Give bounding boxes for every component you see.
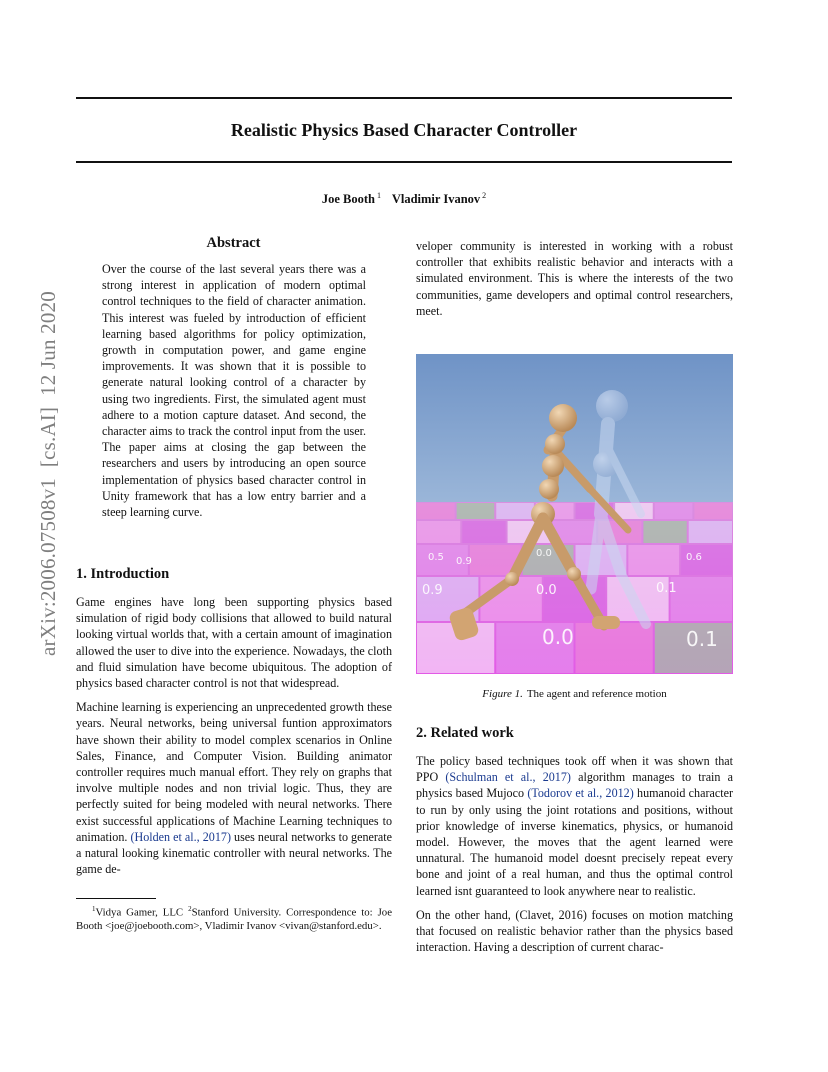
paragraph: Game engines have long been supporting physics based simulation of rigid body collisions that allowed to build natural looking virtual worlds that, with a certain amount of imagination allowed the user to dive into the experience. Nowadays, the cloth and fluid simulation have become ubiquitous. The adoption of physics based character control is not that widespread. [76,595,392,691]
abstract-heading: Abstract [206,235,261,251]
floor-tile [694,503,732,519]
citation-link[interactable]: (Todorov et al., 2012) [527,786,634,801]
floor-label: 0.6 [686,552,702,563]
figure-image [416,354,733,674]
floor-label: 0.1 [656,581,677,596]
paragraph: On the other hand, (Clavet, 2016) focuses on motion matching that focused on realistic behavior rather than the physics based interaction. Having a description of current charac- [416,907,733,955]
intro-column [76,594,392,877]
intro-continuation [416,238,733,319]
floor-label: 0.0 [536,548,552,559]
floor-tile [628,545,679,575]
paragraph: Machine learning is experiencing an unprecedented growth these years. Neural networks, being universal funtion approximators have shown their ability to model complex scenarios in Online Sales, Finance, and Computer Vision. Building animator controller requires much manual effort. They rely on graphs that involve multiple nodes and non trivial logic. Thus, they are perfectly suited for being modeled with neural networks. There exist successful applications of Machine Learning techniques to animation. (Holden et al., 2017) uses neural networks to generate a natural looking kinematic controller with neural networks. The game de- [76,700,393,877]
paragraph: veloper community is interested in working with a robust controller that exhibits realistic behavior and interacts with a simulated environment. This is where the interests of the two communities, game developers and optimal control researchers, meet. [416,239,733,318]
citation-link[interactable]: (Schulman et al., 2017) [445,770,571,785]
author: Joe Booth $^1$ [321,191,381,207]
title-rule-top [76,97,732,99]
footnote-rule [76,898,156,899]
floor-label: 0.9 [422,583,443,598]
floor-label: 0.0 [542,625,574,649]
floor-tile [457,503,495,519]
figure-label: Figure 1. [482,688,523,700]
citation-link[interactable]: (Holden et al., 2017) [130,829,231,844]
floor-tile [643,521,686,543]
figure-caption: Figure 1. The agent and reference motion [482,688,667,700]
footnote: $^1$Vidya Gamer, LLC $^2$Stanford University. Correspondence to: Joe Booth <joe@joebooth.com>, Vladimir Ivanov <vivan@stanford.edu>. [76,905,392,933]
paper-title: Realistic Physics Based Character Controller [230,120,578,140]
floor-tile [462,521,505,543]
floor-label: 0.1 [686,627,718,651]
floor-label: 0.0 [536,583,557,598]
title-rule-bottom [76,161,732,163]
paragraph: The policy based techniques took off when it was shown that PPO (Schulman et al., 2017) algorithm manages to train a physics based Mujoco (Todorov et al., 2012) humanoid character to run by only using the joint rotations and positions, without prior knowledge of inverse kinematics, physics, or humanoid model. However, the moves that the agent learned were unnatural. The humanoid model doesnt precisely repeat every bone and joint of a real human, and thus the optimal control learned isnt guaranteed to look anywhere near to realistic. [416,754,733,898]
author: Vladimir Ivanov $^2$ [391,191,487,207]
floor-tile [417,521,460,543]
related-work-column [416,753,733,955]
floor-label: 0.9 [456,556,472,567]
section-heading-introduction: 1. Introduction [76,566,170,582]
abstract-text: Over the course of the last several years there was a strong interest in application of modern optimal control techniques to the field of character animation. This interest was fueled by introduction of efficient learning based algorithms for policy optimization, growth in computation power, and game engine improvements. It was shown that it is possible to generate natural looking control of a character by using two ingredients. First, the simulated agent must adhere to a motion capture dataset. And second, the character aims to track the control input from the user. The paper aims at closing the gap between the researchers and users by introducing an open source implementation of physics based character control in Unity framework that has a low entry barrier and a steep learning curve. [102,262,366,520]
author-list [76,191,732,207]
floor-tile [671,577,732,621]
floor-tile [496,503,534,519]
figure-agent-reference-motion [416,354,733,674]
section-heading-related-work: 2. Related work [416,725,514,741]
floor-tile [576,623,653,673]
arxiv-sidebar-stamp: arXiv:2006.07508v1 [cs.AI] 12 Jun 2020 [36,291,60,656]
floor-label: 0.5 [428,552,444,563]
floor-tile [689,521,732,543]
floor-tile [417,503,455,519]
floor-tile [655,503,693,519]
